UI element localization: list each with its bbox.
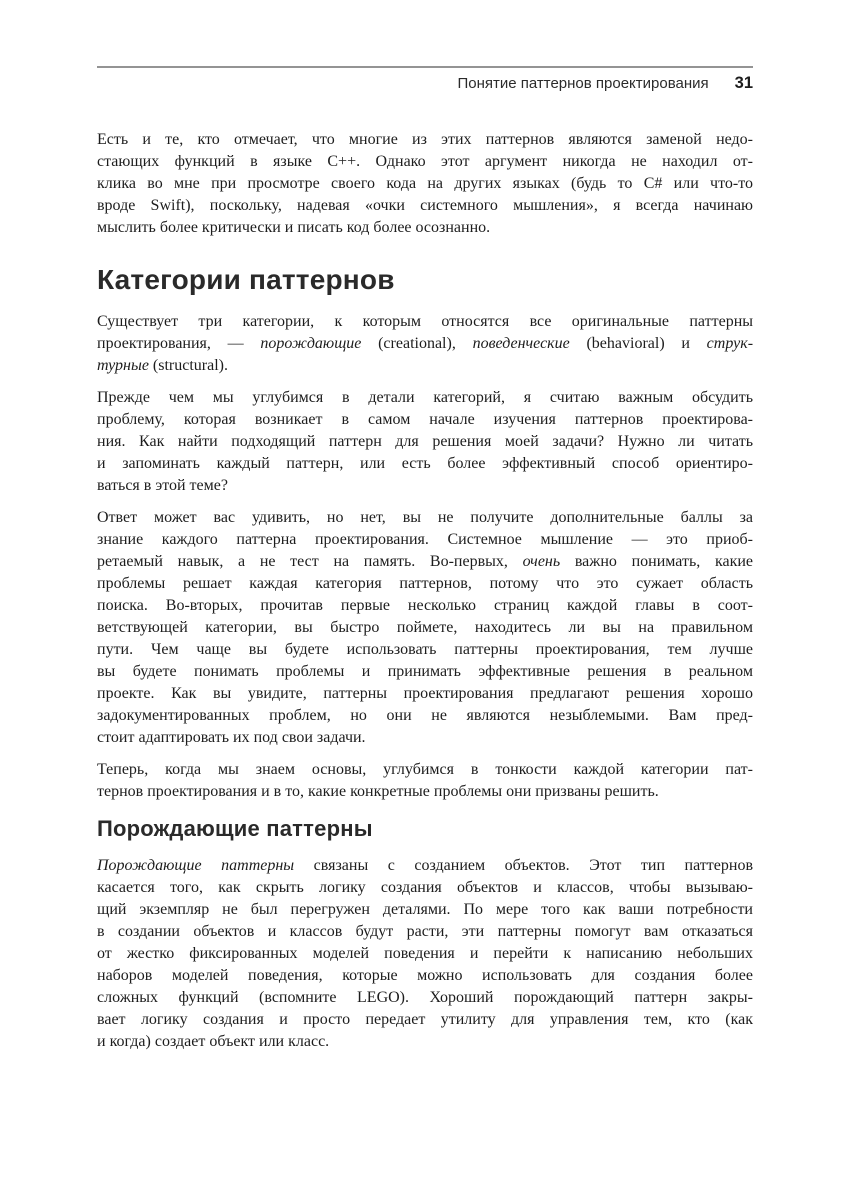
text-line: стающих функций в языке C++. Однако этот аргумент никогда не находил от- (97, 153, 753, 170)
text-line: клика во мне при просмотре своего кода на других языках (будь то C# или что-то (97, 175, 753, 192)
page-body (97, 129, 753, 1053)
text-line: от жестко фиксированных моделей поведения и перейти к написанию небольших (97, 945, 753, 962)
text-line: проблему, которая возникает в самом начале изучения паттернов проектирова- (97, 411, 753, 428)
text-line: вроде Swift), поскольку, надевая «очки системного мышления», я всегда начинаю (97, 197, 753, 214)
text-line: и запоминать каждый паттерн, или есть более эффективный способ ориентиро- (97, 455, 753, 472)
text-line: в создании объектов и классов будут расти, эти паттерны помогут вам отказаться (97, 923, 753, 940)
text-line: стоит адаптировать их под свои задачи. (97, 729, 366, 746)
paragraph (97, 855, 753, 1053)
text-line: наборов моделей поведения, которые можно использовать для создания более (97, 967, 753, 984)
text-line: проекте. Как вы увидите, паттерны проектирования предлагают решения хорошо (97, 685, 753, 702)
text-line: знание каждого паттерна проектирования. Системное мышление — это приоб- (97, 531, 753, 548)
header-rule (97, 66, 753, 68)
text-line: Теперь, когда мы знаем основы, углубимся в тонкости каждой категории пат- (97, 761, 753, 778)
text-line: вает логику создания и просто передает утилиту для управления тем, кто (как (97, 1011, 753, 1028)
text-line: ветствующей категории, вы быстро поймете, находитесь ли вы на правильном (97, 619, 753, 636)
text-line: Прежде чем мы углубимся в детали категорий, я считаю важным обсудить (97, 389, 753, 406)
text-line: сложных функций (вспомните LEGO). Хороший порождающий паттерн закры- (97, 989, 753, 1006)
page-number: 31 (734, 74, 753, 92)
paragraph (97, 759, 753, 803)
text-line: проектирования, — порождающие (creational), поведенческие (behavioral) и струк- (97, 335, 754, 352)
paragraph (97, 507, 753, 749)
text-line: касается того, как скрыть логику создания объектов и классов, чтобы вызываю- (97, 879, 753, 896)
section-heading: Категории паттернов (97, 264, 395, 295)
text-line: Ответ может вас удивить, но нет, вы не получите дополнительные баллы за (97, 509, 753, 526)
running-head (97, 74, 753, 93)
text-line: турные (structural). (97, 357, 228, 374)
page-content (97, 0, 753, 1063)
text-line: поиска. Во-вторых, прочитав первые несколько страниц каждой главы в соот- (97, 597, 753, 614)
text-line: ваться в этой теме? (97, 477, 228, 494)
text-line: задокументированных проблем, но они не являются незыблемыми. Вам пред- (97, 707, 753, 724)
text-line: ния. Как найти подходящий паттерн для решения моей задачи? Нужно ли читать (97, 433, 753, 450)
paragraph (97, 129, 753, 239)
text-line: Есть и те, кто отмечает, что многие из этих паттернов являются заменой недо- (97, 131, 753, 148)
paragraph (97, 311, 753, 377)
text-line: Порождающие паттерны связаны с созданием объектов. Этот тип паттернов (97, 857, 754, 874)
text-line: ретаемый навык, а не тест на память. Во-первых, очень важно понимать, какие (97, 553, 754, 570)
paragraph (97, 387, 753, 497)
text-line: вы будете понимать проблемы и принимать эффективные решения в реальном (97, 663, 753, 680)
text-line: щий экземпляр не был перегружен деталями. По мере того как ваши потребности (97, 901, 753, 918)
subsection-heading: Порождающие паттерны (97, 816, 373, 841)
text-line: и когда) создает объект или класс. (97, 1033, 330, 1050)
text-line: пути. Чем чаще вы будете использовать паттерны проектирования, тем лучше (97, 641, 753, 658)
text-line: Существует три категории, к которым относятся все оригинальные паттерны (97, 313, 753, 330)
text-line: тернов проектирования и в то, какие конкретные проблемы они призваны решить. (97, 783, 659, 800)
running-head-title: Понятие паттернов проектирования (457, 75, 709, 92)
text-line: мыслить более критически и писать код более осознанно. (97, 219, 491, 236)
text-line: проблемы решает каждая категория паттернов, потому что это сужает область (97, 575, 753, 592)
